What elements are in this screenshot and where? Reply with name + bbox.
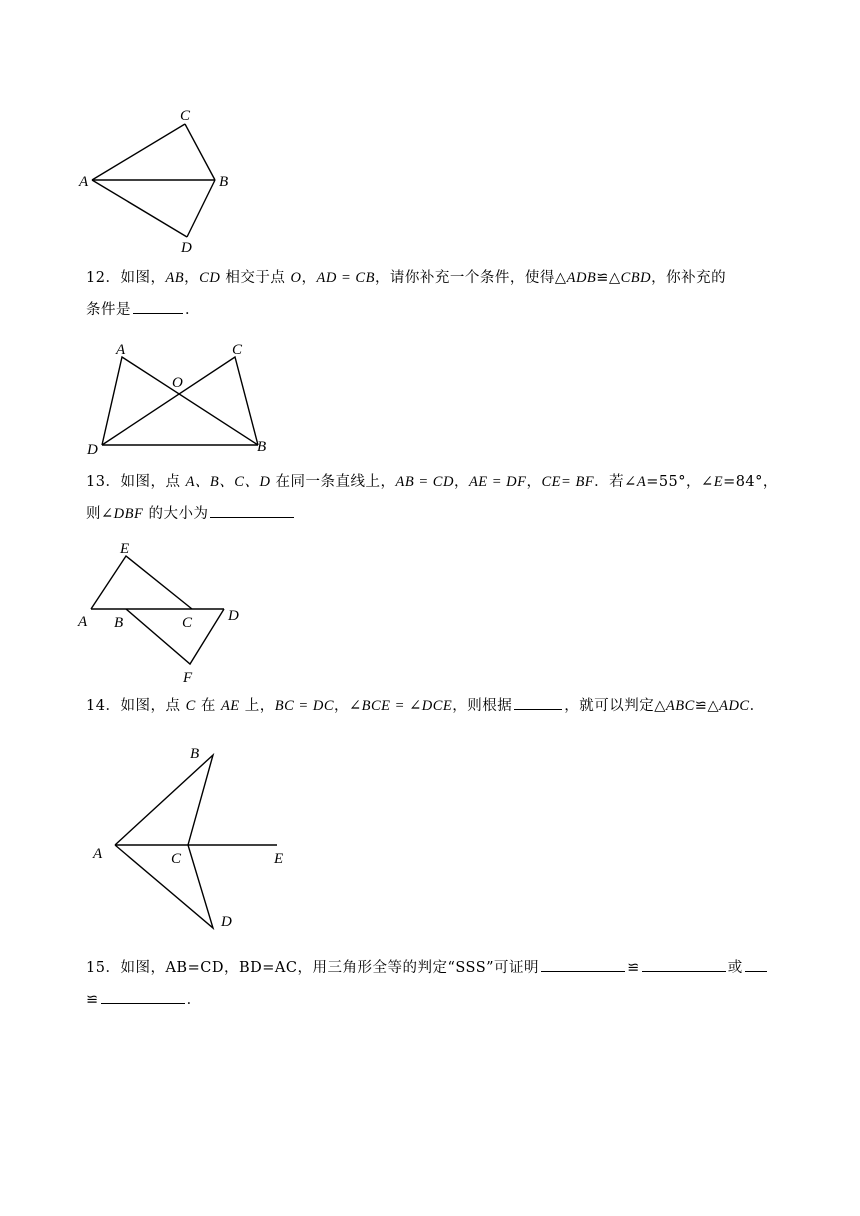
question-number: 12． bbox=[86, 270, 121, 286]
label-c: C bbox=[182, 615, 193, 631]
label-a: A bbox=[79, 174, 89, 190]
question-12-line-2: 条件是 ． bbox=[86, 294, 786, 326]
label-o: O bbox=[172, 375, 183, 391]
question-13-line-1: 13．如图，点 A、B、C、D 在同一条直线上，AB = CD，AE = DF，CE= BF．若∠A=55°，∠E=84°， bbox=[86, 474, 778, 490]
figure-q11 bbox=[70, 100, 250, 260]
question-number: 15． bbox=[86, 960, 121, 976]
label-d: D bbox=[87, 442, 98, 458]
segment-db bbox=[187, 180, 215, 237]
answer-blank[interactable] bbox=[210, 502, 294, 518]
figure-q14 bbox=[88, 738, 298, 938]
segment-da-ab bbox=[102, 357, 258, 445]
label-a: A bbox=[78, 614, 88, 630]
label-d: D bbox=[228, 608, 239, 624]
question-13 bbox=[86, 466, 786, 530]
question-12-line-1: 12．如图，AB，CD 相交于点 O，AD = CB，请你补充一个条件，使得△ADB≌△CBD，你补充的 bbox=[86, 270, 727, 286]
figure-q13 bbox=[75, 538, 255, 688]
label-f: F bbox=[183, 670, 193, 686]
triangle-aec bbox=[91, 556, 192, 609]
question-number: 14． bbox=[86, 698, 121, 714]
label-b: B bbox=[190, 746, 200, 762]
answer-blank-4[interactable] bbox=[101, 988, 185, 1004]
segment-cb bbox=[185, 124, 215, 180]
condition-ad-eq-cb: AD = CB bbox=[316, 270, 375, 286]
label-a: A bbox=[93, 846, 103, 862]
question-number: 13． bbox=[86, 474, 121, 490]
answer-blank[interactable] bbox=[514, 694, 562, 710]
figure-q12 bbox=[80, 335, 280, 460]
answer-blank[interactable] bbox=[133, 298, 183, 314]
label-a: A bbox=[116, 342, 126, 358]
label-c: C bbox=[180, 108, 191, 124]
question-14 bbox=[86, 690, 786, 722]
label-e: E bbox=[120, 541, 130, 557]
question-15 bbox=[86, 952, 786, 1016]
triangle-bfd bbox=[126, 609, 224, 664]
label-e: E bbox=[274, 851, 284, 867]
question-15-line-1: 15．如图，AB=CD，BD=AC，用三角形全等的判定“SSS”可证明 ≌ 或 bbox=[86, 952, 786, 984]
label-b: B bbox=[219, 174, 229, 190]
label-c: C bbox=[232, 342, 243, 358]
answer-blank-3[interactable] bbox=[745, 956, 767, 972]
segment-ac bbox=[92, 124, 185, 180]
question-14-line-1: 14．如图，点 C 在 AE 上，BC = DC，∠BCE = ∠DCE，则根据 ，就可以判定△ABC≌△ADC． bbox=[86, 690, 786, 722]
segment-ad bbox=[92, 180, 187, 237]
question-13-line-2: 则∠DBF 的大小为 bbox=[86, 498, 786, 530]
question-15-line-2: ≌ ． bbox=[86, 984, 786, 1016]
answer-blank-1[interactable] bbox=[541, 956, 625, 972]
answer-blank-2[interactable] bbox=[642, 956, 726, 972]
segment-dc-cb bbox=[102, 357, 258, 445]
label-d: D bbox=[181, 240, 192, 256]
label-c: C bbox=[171, 851, 182, 867]
question-12 bbox=[86, 262, 786, 326]
label-b: B bbox=[114, 615, 124, 631]
label-b: B bbox=[257, 439, 267, 455]
path-abcd bbox=[115, 755, 213, 928]
label-d: D bbox=[221, 914, 232, 930]
